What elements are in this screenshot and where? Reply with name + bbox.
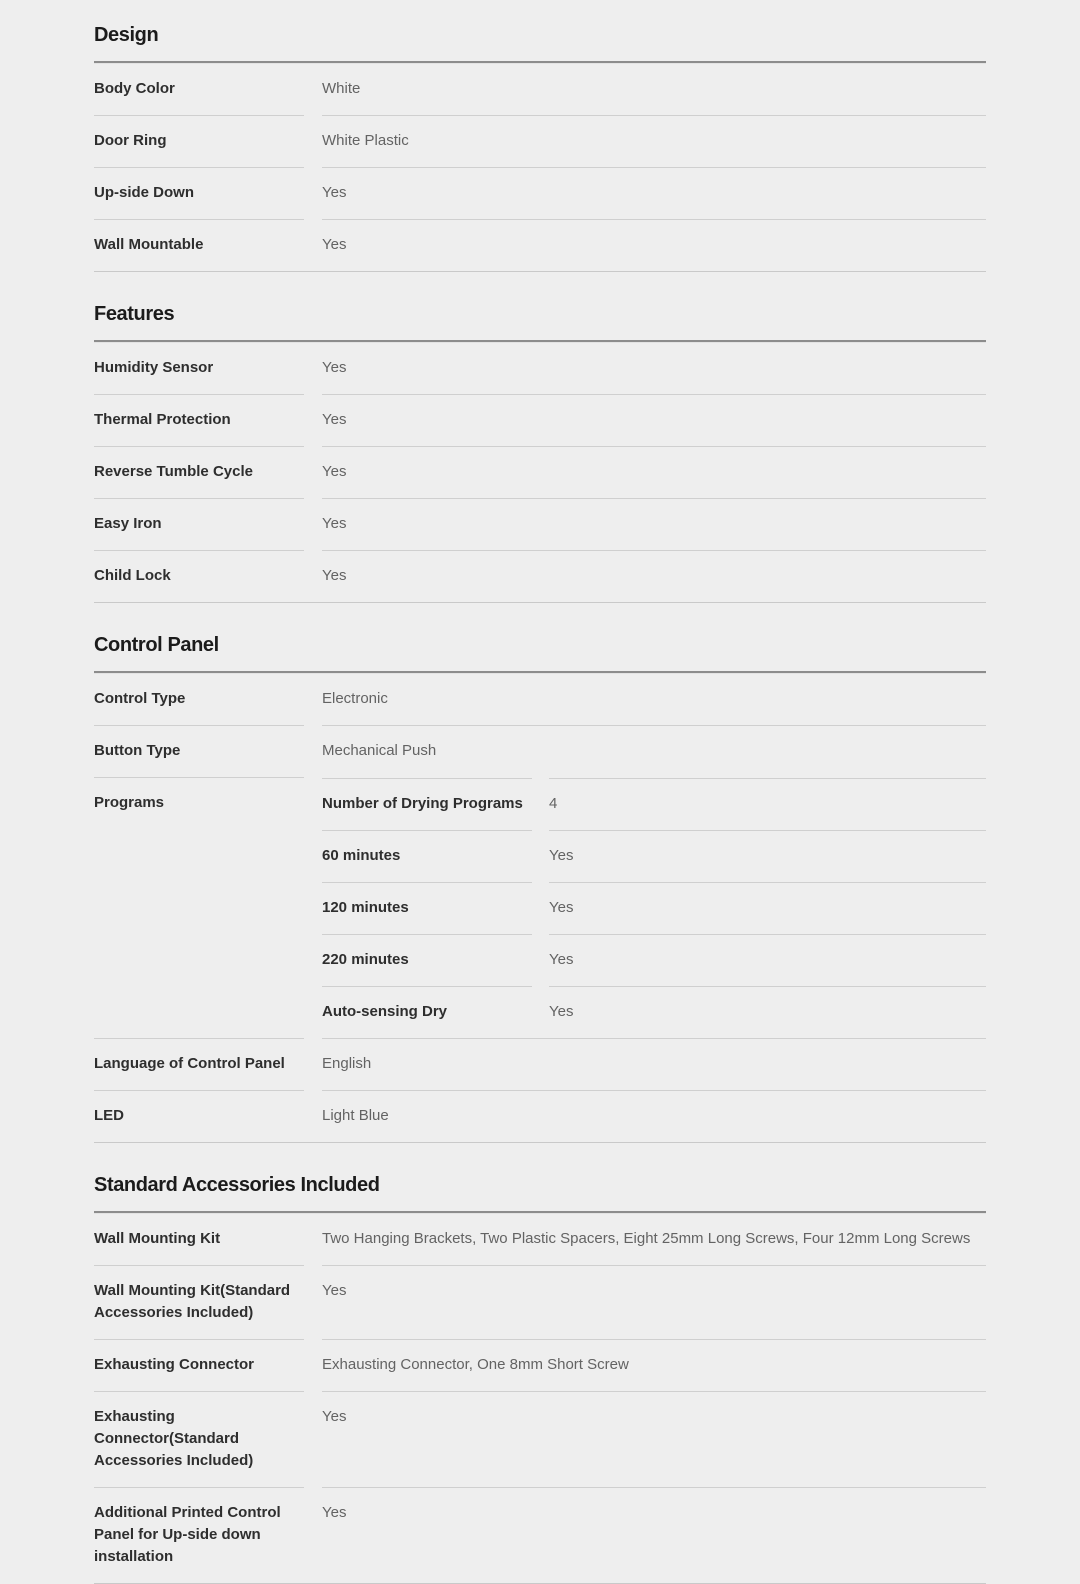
spec-label: Up-side Down bbox=[94, 168, 304, 220]
spec-subrow-auto-sensing-dry bbox=[322, 986, 986, 1038]
spec-label: Exhausting Connector(Standard Accessories Included) bbox=[94, 1392, 304, 1488]
spec-subvalue: 4 bbox=[549, 778, 986, 830]
spec-row-wall-mountable bbox=[94, 220, 986, 271]
spec-value: English bbox=[322, 1039, 986, 1091]
section-rows bbox=[94, 64, 986, 272]
spec-value: Mechanical Push bbox=[322, 742, 437, 759]
spec-label: Programs bbox=[94, 778, 304, 1039]
section-rows bbox=[94, 1214, 986, 1584]
spec-row-humidity-sensor bbox=[94, 343, 986, 395]
spec-section-control-panel bbox=[94, 635, 986, 1143]
spec-sublabel: Number of Drying Programs bbox=[322, 778, 532, 830]
spec-value: Yes bbox=[322, 567, 347, 584]
spec-value: Two Hanging Brackets, Two Plastic Spacers, Eight 25mm Long Screws, Four 12mm Long Screws bbox=[322, 1214, 986, 1266]
spec-value: Exhausting Connector, One 8mm Short Screw bbox=[322, 1340, 986, 1392]
spec-value: Yes bbox=[322, 168, 986, 220]
spec-label: Thermal Protection bbox=[94, 395, 304, 447]
spec-value: Yes bbox=[322, 343, 986, 395]
spec-subtable bbox=[322, 778, 986, 1039]
spec-label: Humidity Sensor bbox=[94, 343, 304, 395]
spec-label: Additional Printed Control Panel for Up-side down installation bbox=[94, 1504, 281, 1565]
spec-subvalue: Yes bbox=[549, 830, 986, 882]
spec-label: Body Color bbox=[94, 64, 304, 116]
spec-value: Light Blue bbox=[322, 1107, 389, 1124]
spec-subrow-number-of-drying-programs bbox=[322, 778, 986, 830]
spec-label: Wall Mounting Kit(Standard Accessories Included) bbox=[94, 1266, 304, 1340]
spec-row-exhausting-connector bbox=[94, 1340, 986, 1392]
spec-value: Yes bbox=[322, 447, 986, 499]
spec-label: Language of Control Panel bbox=[94, 1039, 304, 1091]
spec-row-led bbox=[94, 1091, 986, 1142]
spec-value: Yes bbox=[322, 499, 986, 551]
spec-sublabel: 60 minutes bbox=[322, 830, 532, 882]
spec-subvalue: Yes bbox=[549, 882, 986, 934]
spec-row-easy-iron bbox=[94, 499, 986, 551]
spec-value: Electronic bbox=[322, 674, 986, 726]
spec-value: Yes bbox=[322, 1392, 986, 1488]
spec-row-up-side-down bbox=[94, 168, 986, 220]
spec-subrow-120-minutes bbox=[322, 882, 986, 934]
product-spec-tables bbox=[94, 25, 986, 1584]
spec-subrow-220-minutes bbox=[322, 934, 986, 986]
spec-row-additional-printed-control-panel-for-up-side-down-installation bbox=[94, 1488, 986, 1583]
spec-sublabel: 120 minutes bbox=[322, 882, 532, 934]
spec-label: Exhausting Connector bbox=[94, 1340, 304, 1392]
spec-row-reverse-tumble-cycle bbox=[94, 447, 986, 499]
section-rows bbox=[94, 674, 986, 1143]
spec-value: Yes bbox=[322, 1504, 347, 1521]
spec-label: Door Ring bbox=[94, 116, 304, 168]
spec-sublabel: Auto-sensing Dry bbox=[322, 986, 532, 1038]
spec-sublabel: 220 minutes bbox=[322, 934, 532, 986]
spec-section-features bbox=[94, 304, 986, 603]
spec-row-button-type bbox=[94, 726, 986, 778]
spec-row-child-lock bbox=[94, 551, 986, 602]
spec-row-door-ring bbox=[94, 116, 986, 168]
spec-row-thermal-protection bbox=[94, 395, 986, 447]
spec-subvalue: Yes bbox=[549, 934, 986, 986]
spec-value: White bbox=[322, 64, 986, 116]
section-title: Standard Accessories Included bbox=[94, 1174, 380, 1196]
spec-label: Reverse Tumble Cycle bbox=[94, 447, 304, 499]
spec-label: Wall Mountable bbox=[94, 236, 204, 253]
spec-row-wall-mounting-kit bbox=[94, 1214, 986, 1266]
spec-row-language-of-control-panel bbox=[94, 1039, 986, 1091]
spec-label: Button Type bbox=[94, 726, 304, 778]
section-title: Control Panel bbox=[94, 634, 219, 656]
spec-row-wall-mounting-kit-standard-accessories-included bbox=[94, 1266, 986, 1340]
spec-row-exhausting-connector-standard-accessories-included bbox=[94, 1392, 986, 1488]
spec-label: Control Type bbox=[94, 674, 304, 726]
spec-value: White Plastic bbox=[322, 116, 986, 168]
section-title: Features bbox=[94, 303, 175, 325]
spec-section-standard-accessories-included bbox=[94, 1175, 986, 1584]
spec-value: Yes bbox=[322, 1266, 986, 1340]
spec-section-design bbox=[94, 25, 986, 272]
spec-label: LED bbox=[94, 1107, 124, 1124]
spec-label: Wall Mounting Kit bbox=[94, 1214, 304, 1266]
spec-label: Easy Iron bbox=[94, 499, 304, 551]
spec-subrow-60-minutes bbox=[322, 830, 986, 882]
spec-row-control-type bbox=[94, 674, 986, 726]
spec-row-body-color bbox=[94, 64, 986, 116]
spec-label: Child Lock bbox=[94, 567, 171, 584]
spec-value: Yes bbox=[322, 395, 986, 447]
section-title: Design bbox=[94, 24, 159, 46]
section-rows bbox=[94, 343, 986, 603]
spec-subvalue: Yes bbox=[549, 986, 986, 1038]
spec-value: Yes bbox=[322, 236, 347, 253]
spec-row-programs bbox=[94, 778, 986, 1039]
